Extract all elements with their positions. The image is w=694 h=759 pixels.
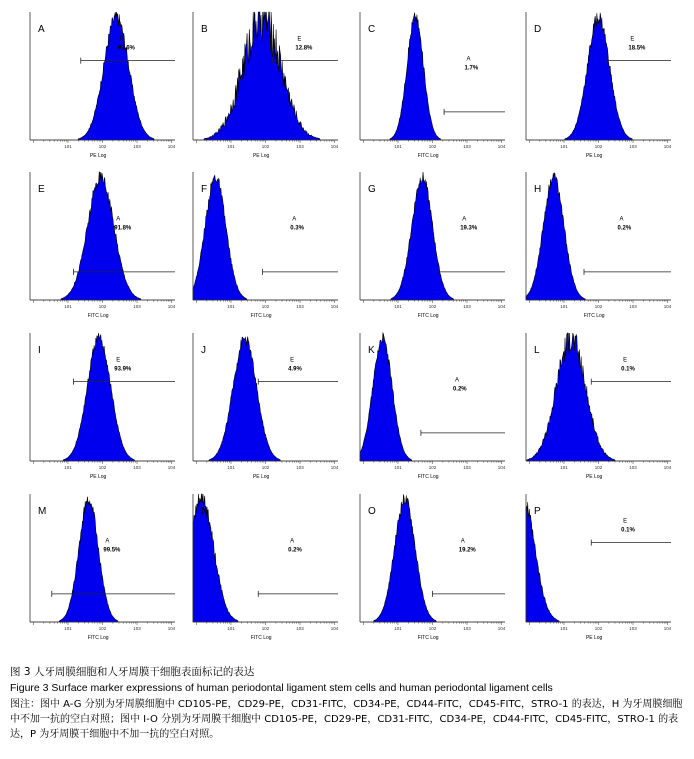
- gate-label: A: [116, 216, 121, 223]
- histogram-panel-i: [24, 333, 183, 483]
- gate-label: A: [460, 538, 465, 545]
- panel-letter: B: [201, 24, 208, 35]
- x-tick-label: 101: [64, 144, 72, 149]
- x-tick-label: 102: [594, 626, 603, 631]
- x-tick-label: 102: [261, 626, 270, 631]
- x-tick-label: 103: [133, 144, 141, 149]
- histogram-area: [30, 333, 175, 461]
- histogram-area: [193, 12, 338, 140]
- gate-label: E: [116, 357, 121, 364]
- x-tick-label: 104: [330, 304, 339, 309]
- figure-caption-en: Figure 3 Surface marker expressions of human periodontal ligament stem cells and human periodontal ligament cells: [10, 682, 553, 694]
- x-tick-label: 101: [560, 626, 568, 631]
- gate-label: A: [292, 216, 297, 223]
- x-tick-label: 102: [428, 465, 437, 470]
- x-tick-label: 102: [428, 144, 437, 149]
- gate-percent: 4.9%: [288, 366, 302, 373]
- histogram-area: [30, 12, 175, 140]
- gate-label: A: [290, 538, 295, 545]
- x-axis-label: FITC Log: [417, 635, 439, 641]
- panel-letter: C: [368, 24, 376, 35]
- x-tick-label: 103: [463, 304, 471, 309]
- x-axis-label: FITC Log: [417, 474, 439, 480]
- gate-label: A: [462, 216, 467, 223]
- histogram-panel-b: [187, 12, 346, 162]
- histogram-area: [193, 337, 338, 461]
- x-tick-label: 103: [296, 626, 304, 631]
- histogram-area: [526, 333, 671, 461]
- panel-letter: L: [534, 345, 540, 356]
- histogram-area: [193, 175, 338, 300]
- x-tick-label: 104: [330, 626, 339, 631]
- x-tick-label: 101: [560, 304, 568, 309]
- x-tick-label: 101: [64, 626, 72, 631]
- x-axis-label: FITC Log: [250, 635, 272, 641]
- x-axis-label: PE Log: [585, 474, 603, 480]
- x-tick-label: 104: [663, 465, 672, 470]
- histogram-panel-k: [354, 333, 513, 483]
- gate-label: E: [297, 36, 302, 43]
- histogram-panel-a: [24, 12, 183, 162]
- x-axis-label: FITC Log: [87, 313, 109, 319]
- histogram-panel-g: [354, 172, 513, 322]
- gate-percent: 0.1%: [621, 366, 635, 373]
- x-tick-label: 101: [227, 144, 235, 149]
- x-tick-label: 103: [463, 465, 471, 470]
- gate-percent: 91.8%: [114, 225, 132, 232]
- panel-letter: O: [368, 506, 376, 517]
- gate-percent: 0.2%: [452, 386, 467, 393]
- x-tick-label: 102: [261, 144, 270, 149]
- x-tick-label: 103: [296, 465, 304, 470]
- histogram-panel-o: [354, 494, 513, 644]
- gate-label: A: [466, 56, 471, 63]
- x-tick-label: 103: [133, 304, 141, 309]
- x-axis-label: PE Log: [585, 635, 603, 641]
- histogram-area: [526, 13, 671, 140]
- x-tick-label: 104: [330, 144, 339, 149]
- x-tick-label: 104: [167, 144, 176, 149]
- gate-percent: 93.9%: [114, 366, 132, 373]
- x-tick-label: 101: [394, 626, 402, 631]
- gate-label: E: [623, 357, 628, 364]
- histogram-area: [360, 13, 505, 140]
- x-tick-label: 102: [594, 304, 603, 309]
- gate-percent: 0.3%: [290, 225, 304, 232]
- histogram-panel-c: [354, 12, 513, 162]
- panel-letter: A: [38, 24, 45, 35]
- x-tick-label: 103: [629, 626, 637, 631]
- histogram-area: [360, 494, 505, 622]
- x-axis-label: PE Log: [89, 474, 107, 480]
- x-tick-label: 101: [394, 144, 402, 149]
- histogram-panel-j: [187, 333, 346, 483]
- panel-letter: N: [201, 506, 209, 517]
- gate-label: A: [105, 538, 110, 545]
- gate-label: E: [623, 518, 628, 525]
- gate-percent: 19.3%: [460, 225, 478, 232]
- x-axis-label: FITC Log: [250, 313, 272, 319]
- x-tick-label: 103: [296, 304, 304, 309]
- x-tick-label: 103: [133, 465, 141, 470]
- x-tick-label: 101: [560, 144, 568, 149]
- histogram-area: [360, 333, 505, 461]
- histogram-area: [526, 502, 671, 622]
- x-tick-label: 102: [98, 626, 107, 631]
- histogram-area: [526, 173, 671, 300]
- panel-letter: E: [38, 184, 45, 195]
- x-tick-label: 102: [98, 465, 107, 470]
- panel-letter: G: [368, 184, 376, 195]
- x-tick-label: 103: [629, 304, 637, 309]
- gate-label: E: [119, 36, 124, 43]
- x-tick-label: 103: [296, 144, 304, 149]
- gate-label: A: [454, 377, 459, 384]
- panel-letter: J: [201, 345, 206, 356]
- panel-letter: M: [38, 506, 47, 517]
- x-tick-label: 103: [463, 144, 471, 149]
- x-tick-label: 102: [594, 144, 603, 149]
- histogram-panel-d: [520, 12, 679, 162]
- histogram-panel-l: [520, 333, 679, 483]
- x-tick-label: 101: [227, 626, 235, 631]
- panel-letter: K: [368, 345, 375, 356]
- x-tick-label: 103: [629, 144, 637, 149]
- gate-percent: 12.8%: [295, 45, 313, 52]
- x-tick-label: 104: [663, 144, 672, 149]
- gate-label: E: [630, 36, 635, 43]
- x-tick-label: 101: [560, 465, 568, 470]
- x-tick-label: 101: [64, 304, 72, 309]
- x-tick-label: 104: [497, 626, 506, 631]
- gate-percent: 18.5%: [628, 45, 646, 52]
- x-tick-label: 104: [167, 626, 176, 631]
- x-tick-label: 101: [64, 465, 72, 470]
- x-axis-label: FITC Log: [87, 635, 109, 641]
- histogram-panel-n: [187, 494, 346, 644]
- x-axis-label: PE Log: [252, 474, 270, 480]
- gate-percent: 1.7%: [464, 65, 479, 72]
- x-tick-label: 102: [261, 304, 270, 309]
- histogram-area: [30, 172, 175, 300]
- x-tick-label: 104: [167, 465, 176, 470]
- x-tick-label: 103: [463, 626, 471, 631]
- x-tick-label: 104: [497, 304, 506, 309]
- gate-percent: 99.5%: [103, 547, 121, 554]
- x-tick-label: 104: [497, 144, 506, 149]
- gate-percent: 0.2%: [617, 225, 632, 232]
- x-tick-label: 101: [394, 465, 402, 470]
- x-axis-label: FITC Log: [417, 313, 439, 319]
- histogram-panel-m: [24, 494, 183, 644]
- histogram-panel-f: [187, 172, 346, 322]
- x-tick-label: 101: [227, 304, 235, 309]
- x-tick-label: 102: [594, 465, 603, 470]
- gate-label: A: [619, 216, 624, 223]
- x-axis-label: FITC Log: [417, 153, 439, 159]
- x-tick-label: 104: [663, 304, 672, 309]
- panel-letter: F: [201, 184, 208, 195]
- histogram-area: [30, 497, 175, 622]
- histogram-panel-e: [24, 172, 183, 322]
- x-axis-label: PE Log: [89, 153, 107, 159]
- gate-percent: 0.1%: [621, 527, 635, 534]
- panel-letter: P: [534, 506, 541, 517]
- x-tick-label: 102: [98, 304, 107, 309]
- figure-caption-cn: 图 3 人牙周膜细胞和人牙周膜干细胞表面标记的表达: [10, 666, 255, 678]
- gate-percent: 93.6%: [117, 45, 135, 52]
- x-tick-label: 102: [98, 144, 107, 149]
- x-tick-label: 104: [497, 465, 506, 470]
- x-tick-label: 102: [261, 465, 270, 470]
- x-axis-label: FITC Log: [583, 313, 605, 319]
- histogram-area: [360, 172, 505, 300]
- panel-letter: D: [534, 24, 542, 35]
- x-tick-label: 102: [428, 304, 437, 309]
- x-tick-label: 102: [428, 626, 437, 631]
- histogram-panel-p: [520, 494, 679, 644]
- x-tick-label: 103: [629, 465, 637, 470]
- x-tick-label: 101: [394, 304, 402, 309]
- x-tick-label: 104: [330, 465, 339, 470]
- figure-note: 图注：图中 A-G 分别为牙周膜细胞中 CD105-PE，CD29-PE，CD31-FITC，CD34-PE，CD44-FITC，CD45-FITC，STRO-1 的表达，H 为牙周膜细胞中不加一抗的空白对照；图中 I-O 分别为牙周膜干细胞中 CD105-PE，CD29-PE，CD31-FITC，CD34-PE，CD44-FITC，CD45-FITC，STRO-1 的表达，P 为牙周膜干细胞中不加一抗的空白对照。: [10, 699, 683, 740]
- x-tick-label: 104: [167, 304, 176, 309]
- x-tick-label: 101: [227, 465, 235, 470]
- panel-letter: I: [38, 345, 41, 356]
- histogram-area: [193, 494, 338, 622]
- gate-percent: 0.2%: [288, 547, 302, 554]
- histogram-panel-h: [520, 172, 679, 322]
- x-axis-label: PE Log: [585, 153, 603, 159]
- gate-label: E: [290, 357, 295, 364]
- gate-percent: 19.2%: [458, 547, 476, 554]
- x-tick-label: 104: [663, 626, 672, 631]
- panel-letter: H: [534, 184, 542, 195]
- x-tick-label: 103: [133, 626, 141, 631]
- x-axis-label: PE Log: [252, 153, 270, 159]
